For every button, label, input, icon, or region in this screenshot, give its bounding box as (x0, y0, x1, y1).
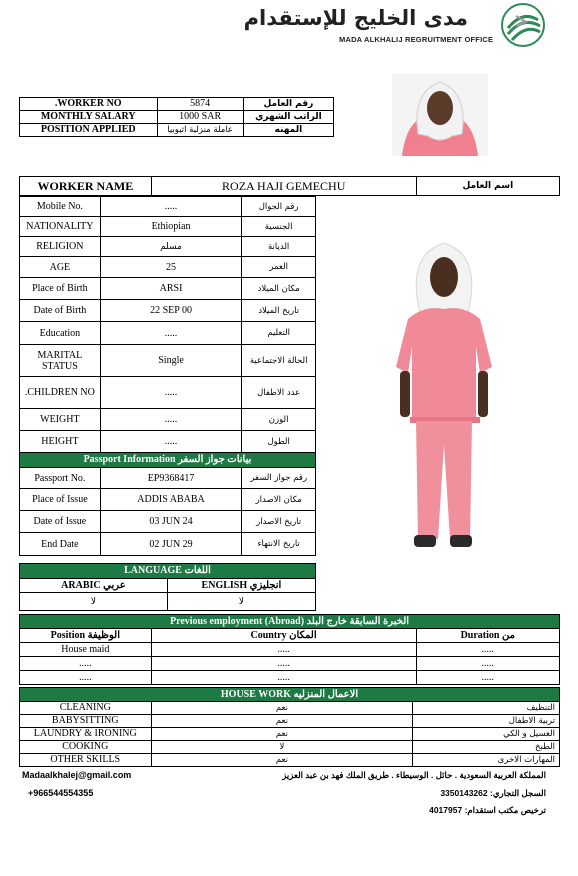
logo (500, 2, 546, 48)
skill-value: لا (151, 741, 413, 754)
housework-section-title: HOUSE WORK الاعمال المنزليه (20, 688, 560, 702)
footer-address: المملكة العربية السعودية . حائل . الوسيطاء . طريق الملك فهد بن عبد العزيز (282, 770, 546, 780)
skill-label: CLEANING (20, 702, 152, 715)
detail-value: 25 (100, 257, 242, 278)
table-row (20, 278, 316, 300)
table-row (20, 237, 316, 257)
table-row (20, 688, 560, 702)
table-row (20, 728, 560, 741)
table-row (20, 657, 560, 671)
detail-label: Date of Birth (20, 300, 101, 322)
table-row (20, 489, 316, 511)
detail-label-ar: مكان الميلاد (242, 278, 316, 300)
position-label: POSITION APPLIED (20, 124, 158, 137)
table-row (20, 217, 316, 237)
detail-value: 22 SEP 00 (100, 300, 242, 322)
footer-license (429, 805, 546, 816)
exp-position: ..... (20, 657, 152, 671)
details-table (19, 196, 316, 556)
table-row (20, 671, 560, 685)
table-row (20, 629, 560, 643)
passport-section-title: Passport Information بيانات جواز السفر (20, 453, 316, 468)
experience-section-title: Previous employment (Abroad) الخبرة السابقة خارج البلد (20, 615, 560, 629)
detail-label-ar: تاريخ الميلاد (242, 300, 316, 322)
detail-value: ..... (100, 197, 242, 217)
skill-value: نعم (151, 702, 413, 715)
skill-value: نعم (151, 754, 413, 767)
passport-label: Date of Issue (20, 511, 101, 533)
worker-name-label: WORKER NAME (20, 177, 152, 196)
detail-label-ar: الجنسية (242, 217, 316, 237)
table-row (20, 533, 316, 556)
passport-value: EP9368417 (100, 468, 242, 489)
salary-label: MONTHLY SALARY (20, 111, 158, 124)
detail-label-ar: التعليم (242, 322, 316, 345)
salary-value: 1000 SAR (157, 111, 243, 124)
footer-phone: +966544554355 (28, 788, 94, 798)
full-body-photo (384, 235, 504, 565)
detail-value: ..... (100, 377, 242, 409)
detail-value: ..... (100, 409, 242, 431)
exp-position: House maid (20, 643, 152, 657)
table-row (20, 111, 334, 124)
detail-value: ..... (100, 431, 242, 453)
table-row (20, 702, 560, 715)
table-row (20, 715, 560, 728)
worker-name-label-ar: اسم العامل (416, 177, 559, 196)
exp-duration: ..... (416, 657, 560, 671)
skill-label-ar: الطبخ (413, 741, 560, 754)
footer-license-label: ترخيص مكتب استقدام: (464, 805, 546, 815)
skill-label-ar: الغسيل و الكي (413, 728, 560, 741)
table-row (20, 615, 560, 629)
passport-value: 02 JUN 29 (100, 533, 242, 556)
skill-label-ar: تربية الاطفال (413, 715, 560, 728)
worker-name-value: ROZA HAJI GEMECHU (151, 177, 416, 196)
exp-position: ..... (20, 671, 152, 685)
language-table (19, 563, 316, 611)
detail-label: MARITAL STATUS (20, 345, 101, 377)
footer-cr-label: السجل التجاري: (489, 788, 546, 798)
detail-value: Ethiopian (100, 217, 242, 237)
table-row (20, 177, 560, 196)
footer-cr-value: 3350143262 (440, 788, 488, 798)
table-row (20, 124, 334, 137)
english-value: لا (167, 593, 315, 611)
skill-label: COOKING (20, 741, 152, 754)
detail-label: .CHILDREN NO (20, 377, 101, 409)
logo-arabic-text: مدى الخليج للإستقدام (243, 6, 468, 30)
skill-label: LAUNDRY & IRONING (20, 728, 152, 741)
skill-value: نعم (151, 728, 413, 741)
passport-label-ar: مكان الاصدار (242, 489, 316, 511)
logo-mark-icon (500, 2, 546, 48)
table-row (20, 322, 316, 345)
detail-label-ar: الحالة الاجتماعية (242, 345, 316, 377)
table-row (20, 511, 316, 533)
skill-label-ar: التنظيف (413, 702, 560, 715)
detail-label: HEIGHT (20, 431, 101, 453)
detail-label-ar: عدد الاطفال (242, 377, 316, 409)
housework-table (19, 687, 560, 767)
table-row (20, 741, 560, 754)
passport-label: End Date (20, 533, 101, 556)
passport-label-ar: رقم جواز السفر (242, 468, 316, 489)
passport-label-ar: تاريخ الانتهاء (242, 533, 316, 556)
detail-label: AGE (20, 257, 101, 278)
exp-duration: ..... (416, 643, 560, 657)
table-row (20, 197, 316, 217)
detail-label-ar: العمر (242, 257, 316, 278)
table-row (20, 593, 316, 611)
table-row (20, 300, 316, 322)
detail-label: NATIONALITY (20, 217, 101, 237)
table-row (20, 409, 316, 431)
passport-value: ADDIS ABABA (100, 489, 242, 511)
table-row (20, 643, 560, 657)
detail-label-ar: رقم الجوال (242, 197, 316, 217)
footer-cr (440, 788, 546, 799)
detail-label: Place of Birth (20, 278, 101, 300)
worker-no-label: .WORKER NO (20, 98, 158, 111)
table-row (20, 431, 316, 453)
detail-label: Mobile No. (20, 197, 101, 217)
passport-label-ar: تاريخ الاصدار (242, 511, 316, 533)
table-row (20, 579, 316, 593)
detail-label: RELIGION (20, 237, 101, 257)
passport-label: Place of Issue (20, 489, 101, 511)
table-row (20, 345, 316, 377)
table-row (20, 754, 560, 767)
exp-country: ..... (151, 643, 416, 657)
footer-email: Madaalkhalej@gmail.com (22, 770, 132, 780)
position-label-ar: المهنه (243, 124, 333, 137)
arabic-label: ARABIC عربي (20, 579, 168, 593)
name-table (19, 176, 560, 196)
table-row (20, 377, 316, 409)
english-label: ENGLISH انجليزي (167, 579, 315, 593)
worker-no-label-ar: رقم العامل (243, 98, 333, 111)
passport-value: 03 JUN 24 (100, 511, 242, 533)
table-row (20, 98, 334, 111)
exp-country: ..... (151, 671, 416, 685)
arabic-value: لا (20, 593, 168, 611)
skill-label-ar: المهارات الاخرى (413, 754, 560, 767)
exp-duration: ..... (416, 671, 560, 685)
col-position-header: Position الوظيفة (20, 629, 152, 643)
detail-label-ar: الطول (242, 431, 316, 453)
skill-label: BABYSITTING (20, 715, 152, 728)
detail-label: Education (20, 322, 101, 345)
col-duration-header: Duration من (416, 629, 560, 643)
detail-value: مسلم (100, 237, 242, 257)
language-section-title: LANGUAGE اللغات (20, 564, 316, 579)
detail-label-ar: الديانة (242, 237, 316, 257)
logo-english-text: MADA ALKHALIJ REGRUITMENT OFFICE (339, 35, 494, 44)
top-info-table (19, 97, 334, 137)
detail-label-ar: الوزن (242, 409, 316, 431)
detail-value: ..... (100, 322, 242, 345)
skill-value: نعم (151, 715, 413, 728)
col-country-header: Country المكان (151, 629, 416, 643)
skill-label: OTHER SKILLS (20, 754, 152, 767)
salary-label-ar: الراتب الشهري (243, 111, 333, 124)
passport-label: Passport No. (20, 468, 101, 489)
detail-value: ARSI (100, 278, 242, 300)
table-row (20, 257, 316, 278)
portrait-photo (392, 74, 488, 156)
detail-value: Single (100, 345, 242, 377)
position-value: عاملة منزلية اثيوبيا (157, 124, 243, 137)
exp-country: ..... (151, 657, 416, 671)
table-row (20, 453, 316, 468)
footer-license-value: 4017957 (429, 805, 463, 815)
worker-no-value: 5874 (157, 98, 243, 111)
table-row (20, 468, 316, 489)
table-row (20, 564, 316, 579)
experience-table (19, 614, 560, 685)
detail-label: WEIGHT (20, 409, 101, 431)
